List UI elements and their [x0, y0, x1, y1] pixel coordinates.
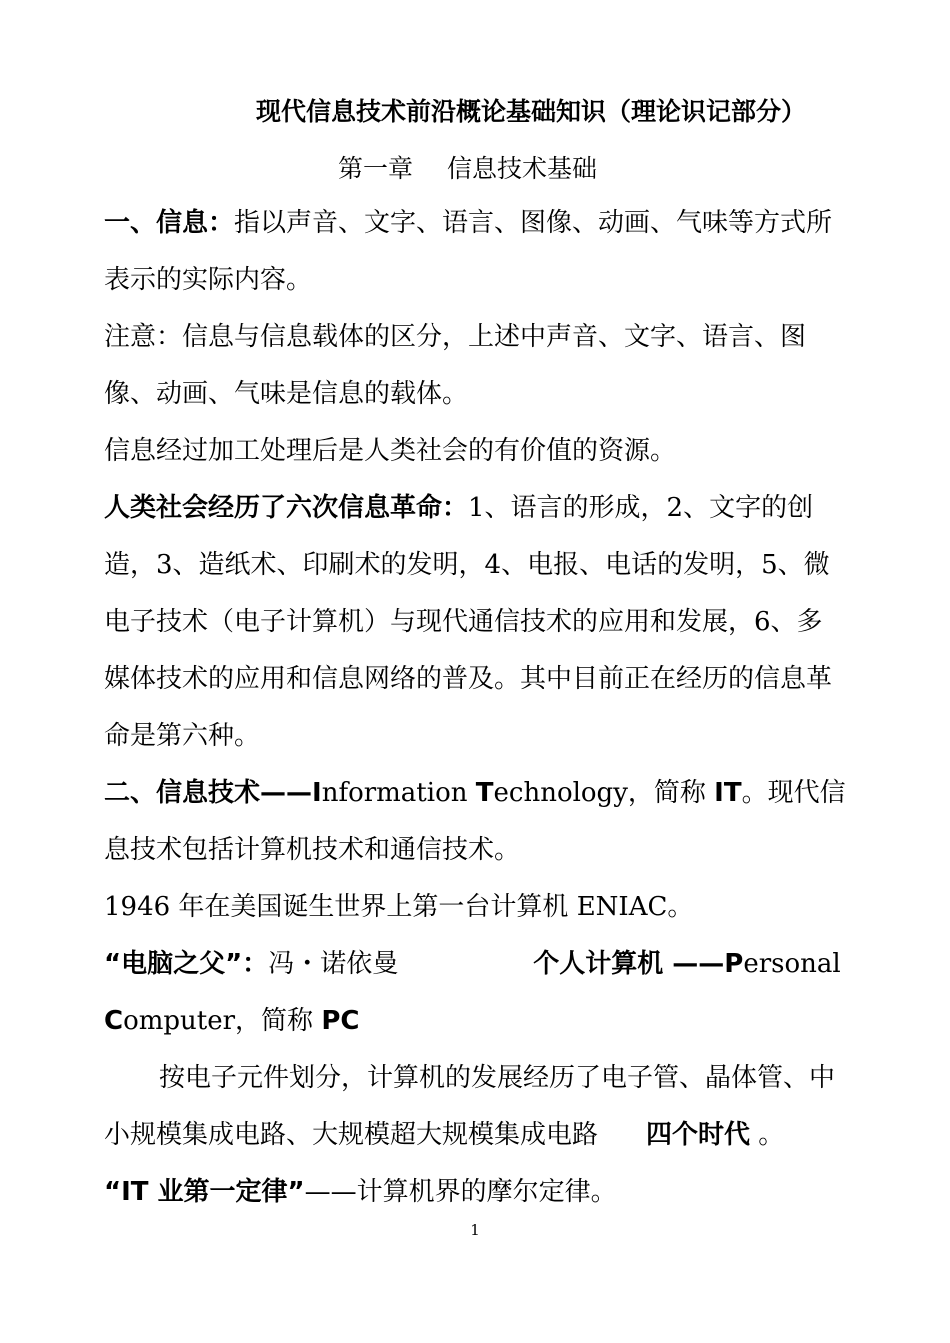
paragraph-moore-law: “IT 业第一定律”——计算机界的摩尔定律。 [104, 1177, 617, 1207]
chapter-name: 信息技术基础 [447, 154, 598, 183]
paragraph-information: 一、信息：指以声音、文字、语言、图像、动画、气味等方式所表示的实际内容。 [104, 208, 833, 295]
chapter-number: 第一章 [338, 154, 414, 183]
father-name: 冯・诺依曼 [268, 949, 399, 979]
paragraph-generations: 按电子元件划分，计算机的发展经历了电子管、晶体管、中小规模集成电路、大规模超大规模集成电路 四个时代 。 [104, 1063, 836, 1150]
paragraph-note: 注意：信息与信息载体的区分，上述中声音、文字、语言、图像、动画、气味是信息的载体。 [104, 322, 807, 409]
paragraph-father-pc: “电脑之父”：冯・诺依曼 个人计算机 ——Personal Computer，简称 PC [104, 949, 841, 1036]
page-number: 1 [470, 1221, 480, 1239]
document-title: 现代信息技术前沿概论基础知识（理论识记部分） [256, 97, 807, 126]
it-abbreviation: IT [714, 778, 742, 808]
body-text [104, 195, 848, 1221]
four-eras: 四个时代 [646, 1120, 751, 1150]
section-heading-information: 一、信息： [104, 208, 235, 238]
paragraph-resource: 信息经过加工处理后是人类社会的有价值的资源。 [104, 436, 677, 466]
pc-heading: 个人计算机 —— [533, 949, 725, 979]
section-heading-it: 二、信息技术—— [104, 778, 313, 808]
revolutions-heading: 人类社会经历了六次信息革命： [104, 493, 469, 523]
paragraph-revolutions: 人类社会经历了六次信息革命：1、语言的形成，2、文字的创造，3、造纸术、印刷术的发明，4、电报、电话的发明，5、微电子技术（电子计算机）与现代通信技术的应用和发展，6、多媒体技术的应用和信息网络的普及。其中目前正在经历的信息革命是第六种。 [104, 493, 833, 751]
pc-abbreviation: PC [321, 1006, 360, 1036]
paragraph-it: 二、信息技术——Information Technology，简称 IT。现代信息技术包括计算机技术和通信技术。 [104, 778, 846, 865]
paragraph-eniac: 1946 年在美国诞生世界上第一台计算机 ENIAC。 [104, 892, 694, 922]
chapter-heading [338, 149, 597, 185]
